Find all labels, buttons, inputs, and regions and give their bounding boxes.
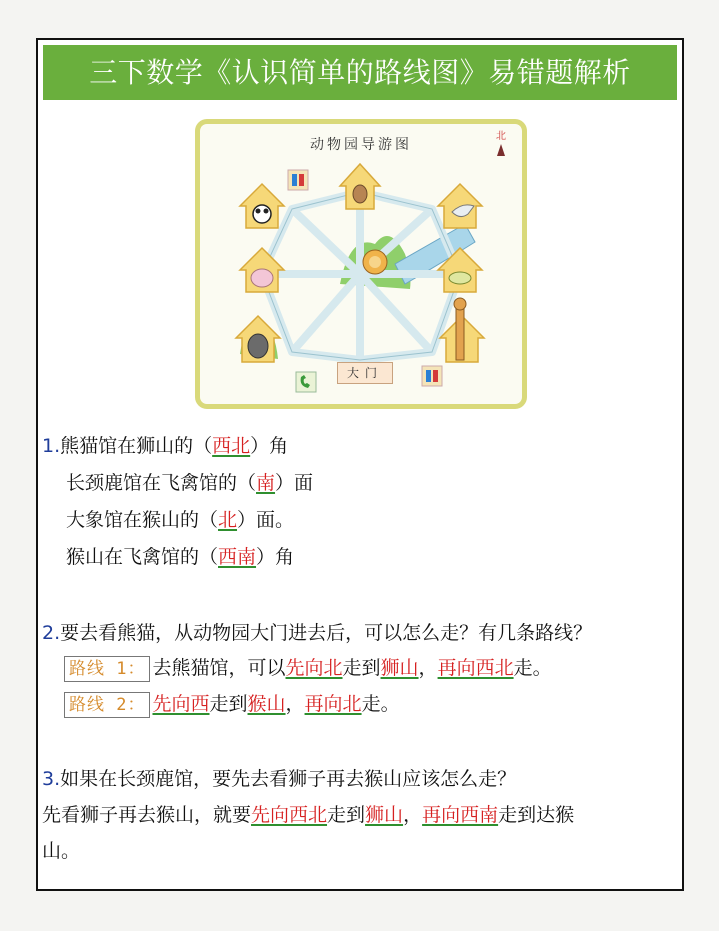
giraffe-icon (456, 304, 464, 360)
route-text: 走。 (513, 657, 552, 679)
phone-icon (296, 372, 316, 392)
q3-text: ， (403, 804, 423, 826)
restroom-icon (288, 170, 308, 190)
q3-text: 走到达猴 (498, 804, 575, 826)
panda-icon (253, 205, 271, 223)
q1-text: 猴山在飞禽馆的（ (66, 546, 219, 568)
q1-line-1 (42, 434, 288, 458)
q3-answer: 再向西南 (422, 804, 499, 826)
route-2-tag: 路线 2： (64, 692, 150, 718)
q3-text: 先看狮子再去猴山，就要 (42, 804, 252, 826)
north-indicator (494, 132, 508, 156)
q1-answer-3: 北 (218, 509, 238, 531)
q2-route-1 (64, 656, 552, 682)
q3-answer: 狮山 (365, 804, 404, 826)
worksheet (36, 38, 684, 891)
q3-question (42, 767, 516, 791)
q2-route-2 (64, 692, 400, 718)
q1-line-3 (66, 508, 294, 532)
route-text: 走。 (361, 693, 400, 715)
q2-number: 2. (42, 622, 61, 644)
route-answer: 再向北 (304, 693, 362, 715)
q1-text-end: ）面 (275, 472, 314, 494)
q1-answer-1: 西北 (212, 435, 251, 457)
q3-answer-line-2 (42, 839, 80, 863)
q2-text: 要去看熊猫，从动物园大门进去后，可以怎么走？有几条路线？ (60, 622, 593, 644)
q3-text: 山。 (42, 840, 81, 862)
q3-answer: 先向西北 (251, 804, 328, 826)
fish-icon (449, 272, 471, 284)
q3-text: 如果在长颈鹿馆，要先去看狮子再去猴山应该怎么走？ (60, 768, 517, 790)
q3-number: 3. (42, 768, 61, 790)
page-title: 三下数学《认识简单的路线图》易错题解析 (43, 45, 677, 100)
q1-text-end: ）角 (250, 435, 289, 457)
q1-text-end: ）面。 (237, 509, 295, 531)
q1-answer-2: 南 (256, 472, 276, 494)
route-answer: 先向西 (152, 693, 210, 715)
north-arrow-icon (497, 144, 505, 156)
q3-answer-line-1 (42, 803, 574, 827)
route-answer: 狮山 (380, 657, 419, 679)
q1-text: 长颈鹿馆在飞禽馆的（ (66, 472, 257, 494)
q1-line-4 (66, 545, 294, 569)
q1-answer-4: 西南 (218, 546, 257, 568)
q2-question (42, 621, 592, 645)
monkey-icon (353, 185, 367, 203)
elephant-icon (251, 269, 273, 287)
route-text: 走到 (209, 693, 248, 715)
route-text: 去熊猫馆，可以 (152, 657, 286, 679)
q1-text: 熊猫馆在狮山的（ (60, 435, 213, 457)
route-answer: 猴山 (247, 693, 286, 715)
map-title: 动物园导游图 (310, 137, 412, 153)
route-answer: 再向西北 (437, 657, 514, 679)
gorilla-icon (248, 334, 268, 358)
gate-label: 大门 (337, 362, 393, 384)
route-text: 走到 (342, 657, 381, 679)
route-text: ， (285, 693, 305, 715)
q1-text: 大象馆在猴山的（ (66, 509, 219, 531)
q1-text-end: ）角 (256, 546, 295, 568)
route-1-tag: 路线 1： (64, 656, 150, 682)
path-network (262, 192, 460, 360)
q1-line-2 (66, 471, 313, 495)
q3-text: 走到 (327, 804, 366, 826)
north-label: 北 (496, 131, 506, 142)
q1-number: 1. (42, 435, 61, 457)
zoo-map (195, 119, 527, 409)
route-text: ， (418, 657, 438, 679)
restroom-icon-2 (422, 366, 442, 386)
route-answer: 先向北 (285, 657, 343, 679)
